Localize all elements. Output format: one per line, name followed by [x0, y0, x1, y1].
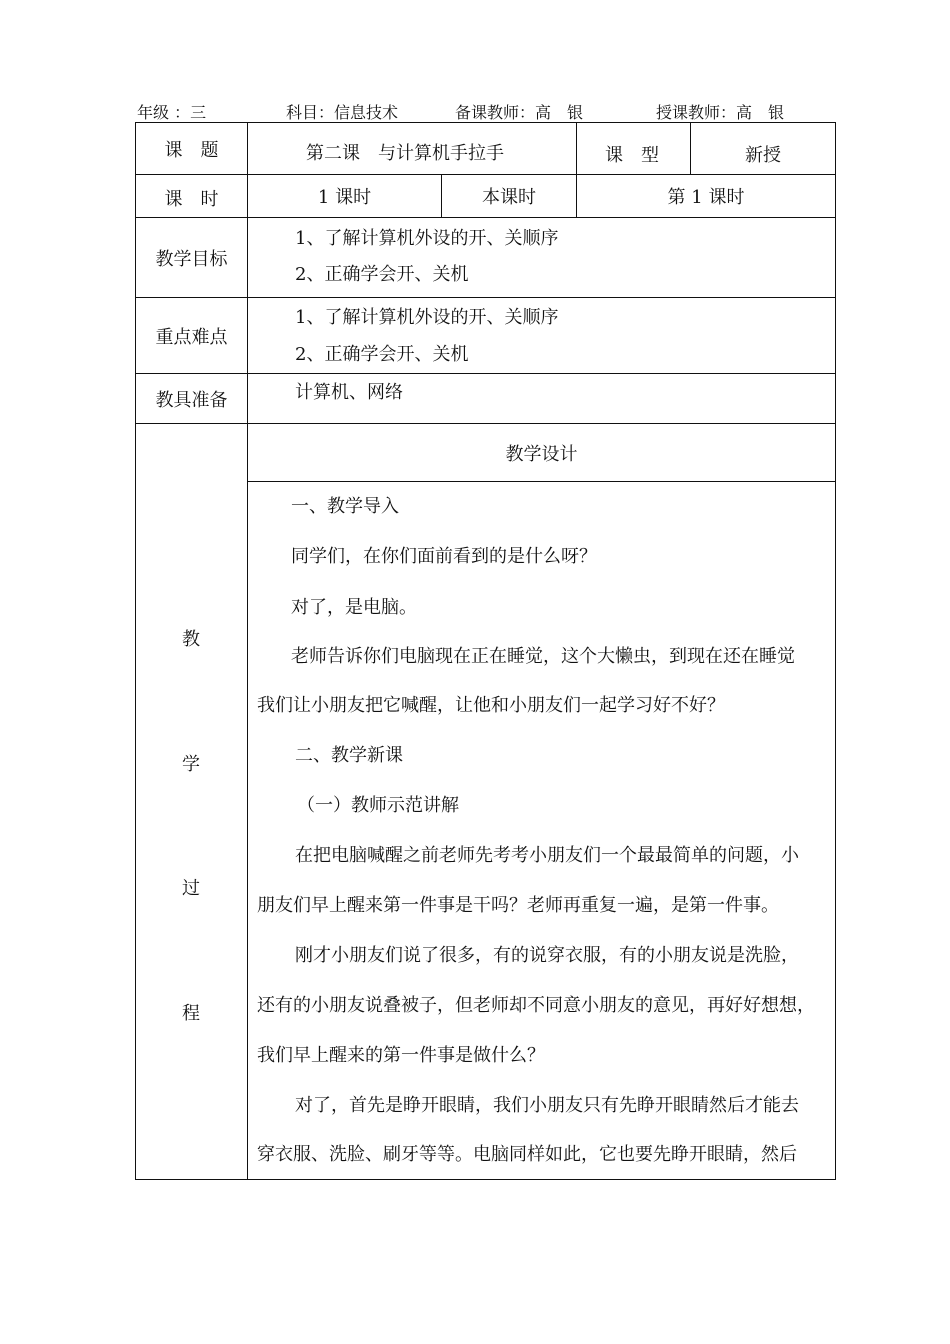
process-line: 同学们，在你们面前看到的是什么呀？ [291, 546, 597, 567]
process-line: 老师告诉你们电脑现在正在睡觉，这个大懒虫，到现在还在睡觉 [291, 646, 795, 667]
design-title: 教学设计 [505, 443, 578, 465]
process-line: 在把电脑喊醒之前老师先考考小朋友们一个最最简单的问题，小 [295, 845, 799, 866]
hours-label: 课 时 [164, 189, 219, 210]
current-lesson-value: 第 1 课时 [667, 187, 745, 208]
process-line: 朋友们早上醒来第一件事是干吗？老师再重复一遍，是第一件事。 [257, 895, 779, 916]
goal-item: 1、了解计算机外设的开、关顺序 [295, 228, 559, 249]
tools-value: 计算机、网络 [295, 382, 403, 403]
topic-value: 第二课 与计算机手拉手 [306, 143, 504, 164]
key-point-item: 2、正确学会开、关机 [295, 344, 469, 365]
process-label-char: 学 [182, 754, 200, 775]
process-line: 穿衣服、洗脸、刷牙等等。电脑同样如此，它也要先睁开眼睛，然后 [257, 1144, 797, 1165]
type-value: 新授 [745, 145, 781, 166]
process-label-char: 过 [182, 878, 200, 899]
type-label: 课 型 [605, 145, 659, 166]
process-label-char: 教 [182, 629, 200, 650]
grade-label: 年级 ：三 [137, 103, 207, 122]
key-points-label: 重点难点 [155, 326, 228, 348]
process-line: 还有的小朋友说叠被子，但老师却不同意小朋友的意见，再好好想想， [257, 995, 815, 1016]
current-lesson-label: 本课时 [482, 187, 536, 208]
process-line: 刚才小朋友们说了很多，有的说穿衣服，有的小朋友说是洗脸， [295, 945, 799, 966]
hours-value: 1 课时 [317, 187, 372, 208]
teaching-teacher-label: 授课教师：高 银 [656, 103, 785, 122]
process-line: 二、教学新课 [295, 745, 403, 766]
topic-label: 课 题 [164, 139, 219, 161]
goals-label: 教学目标 [155, 248, 228, 270]
tools-label: 教具准备 [155, 389, 228, 411]
process-line: 一、教学导入 [291, 496, 399, 517]
key-point-item: 1、了解计算机外设的开、关顺序 [295, 307, 559, 328]
subject-label: 科目：信息技术 [286, 103, 399, 122]
goal-item: 2、正确学会开、关机 [295, 264, 469, 285]
process-line: 我们让小朋友把它喊醒，让他和小朋友们一起学习好不好？ [257, 695, 725, 716]
process-label-char: 程 [182, 1003, 200, 1024]
process-line: 我们早上醒来的第一件事是做什么？ [257, 1045, 545, 1066]
process-line: （一）教师示范讲解 [297, 795, 459, 816]
process-line: 对了，是电脑。 [291, 597, 417, 618]
prep-teacher-label: 备课教师：高 银 [455, 103, 584, 122]
process-line: 对了，首先是睁开眼睛，我们小朋友只有先睁开眼睛然后才能去 [295, 1095, 799, 1116]
